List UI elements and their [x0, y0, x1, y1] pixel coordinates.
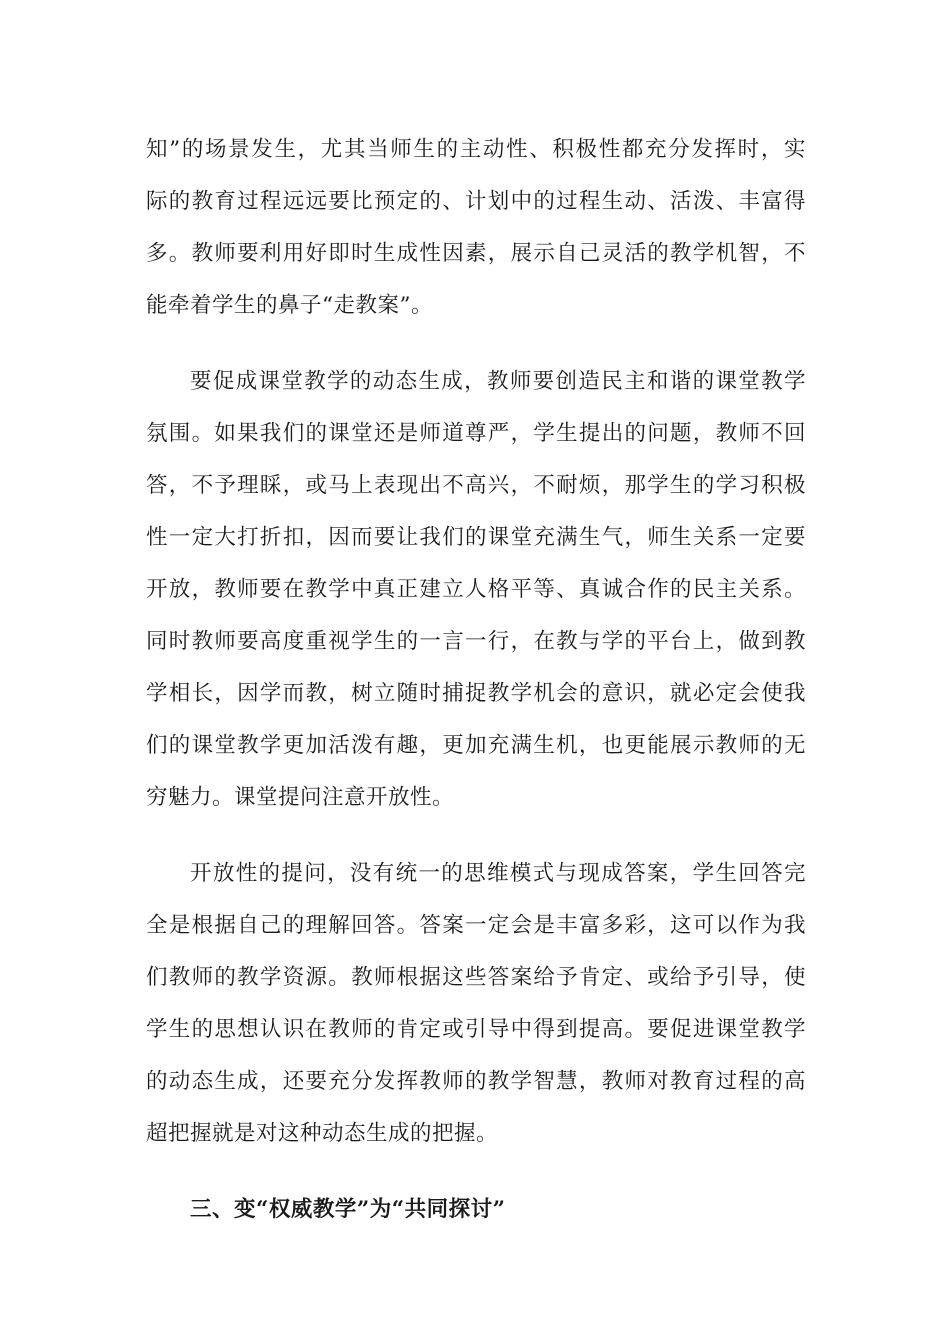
text-line: 多。教师要利用好即时生成性因素，展示自己灵活的教学机智，不 — [146, 241, 806, 266]
text-line: 学相长，因学而教，树立随时捕捉教学机会的意识，就必定会使我 — [146, 681, 806, 706]
text-line: 知”的场景发生，尤其当师生的主动性、积极性都充分发挥时，实 — [146, 137, 806, 162]
text-line: 答，不予理睬，或马上表现出不高兴，不耐烦，那学生的学习积极 — [146, 473, 806, 498]
text-line: 超把握就是对这种动态生成的把握。 — [146, 1121, 499, 1146]
text-line: 性一定大打折扣，因而要让我们的课堂充满生气，师生关系一定要 — [146, 525, 806, 550]
text-line: 学生的思想认识在教师的肯定或引导中得到提高。要促进课堂教学 — [146, 1017, 806, 1042]
text-line: 氛围。如果我们的课堂还是师道尊严，学生提出的问题，教师不回 — [146, 421, 806, 446]
text-line: 要促成课堂教学的动态生成，教师要创造民主和谐的课堂教学 — [190, 369, 806, 394]
text-line: 的动态生成，还要充分发挥教师的教学智慧，教师对教育过程的高 — [146, 1069, 806, 1094]
section-heading: 三、变“权威教学”为“共同探讨” — [190, 1197, 506, 1222]
text-line: 穷魅力。课堂提问注意开放性。 — [146, 785, 455, 810]
text-line: 能牵着学生的鼻子“走教案”。 — [146, 293, 433, 318]
paragraph-spacer — [146, 332, 806, 356]
paragraph-2 — [146, 356, 806, 824]
document-body — [146, 124, 806, 1236]
text-line: 们教师的教学资源。教师根据这些答案给予肯定、或给予引导，使 — [146, 965, 806, 990]
text-line: 们的课堂教学更加活泼有趣，更加充满生机，也更能展示教师的无 — [146, 733, 806, 758]
paragraph-3 — [146, 848, 806, 1160]
text-line: 际的教育过程远远要比预定的、计划中的过程生动、活泼、丰富得 — [146, 189, 806, 214]
text-line: 开放，教师要在教学中真正建立人格平等、真诚合作的民主关系。 — [146, 577, 806, 602]
paragraph-spacer — [146, 1160, 806, 1184]
text-line: 开放性的提问，没有统一的思维模式与现成答案，学生回答完 — [190, 861, 806, 886]
paragraph-spacer — [146, 824, 806, 848]
text-line: 同时教师要高度重视学生的一言一行，在教与学的平台上，做到教 — [146, 629, 806, 654]
text-line: 全是根据自己的理解回答。答案一定会是丰富多彩，这可以作为我 — [146, 913, 806, 938]
paragraph-1 — [146, 124, 806, 332]
